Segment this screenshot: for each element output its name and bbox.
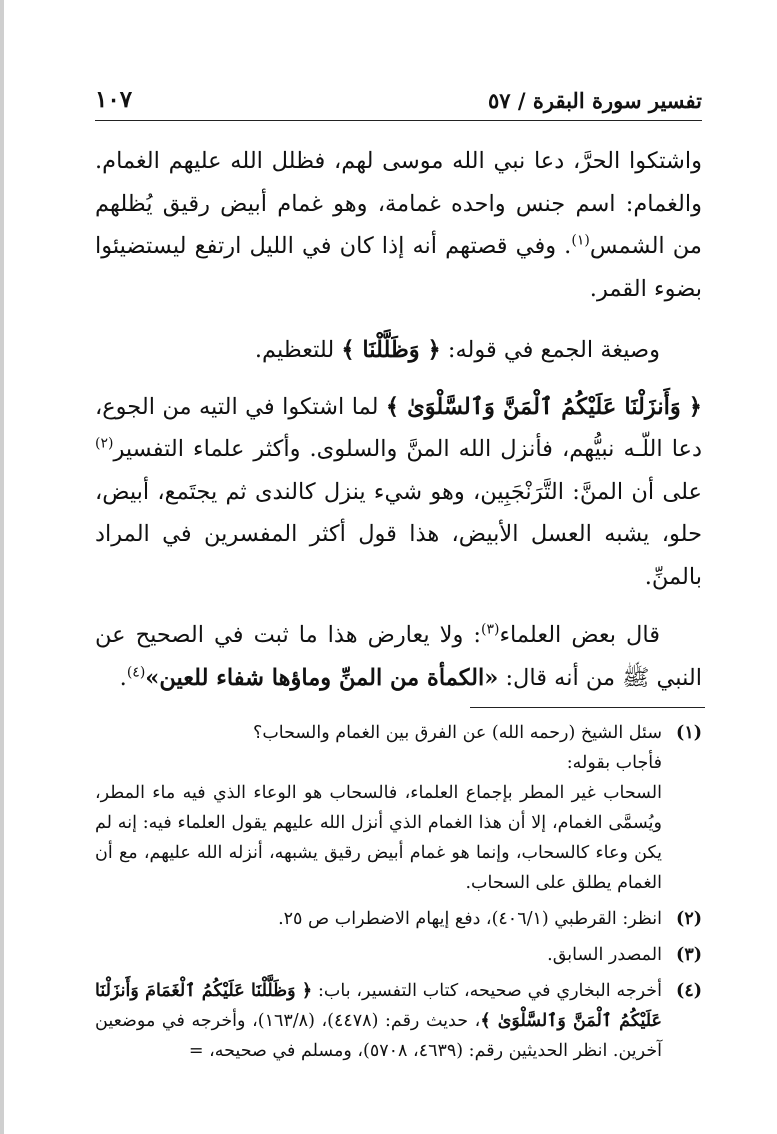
paragraph-2 bbox=[95, 329, 702, 372]
footnote-text: المصدر السابق. bbox=[547, 945, 662, 965]
paragraph-2-tail: للتعظيم. bbox=[254, 337, 335, 363]
main-text bbox=[95, 140, 702, 699]
running-title: تفسير سورة البقرة / ٥٧ bbox=[488, 88, 702, 113]
paragraph-3-tail: على أن المنَّ: التَّرَنْجَبِين، وهو شيء ينزل كالندى ثم يجتَمع، أبيض، حلو، يشبه العسل الأبيض، هذا قول أكثر المفسرين في المراد بالمنِّ. bbox=[95, 478, 702, 590]
quran-quote: ﴿ وَظَلَّلْنَا عَلَيْكُمُ ٱلْغَمَامَ وَأَنزَلْنَا عَلَيْكُمُ ٱلْمَنَّ وَٱلسَّلْوَىٰ ﴾ bbox=[95, 981, 663, 1031]
footnote-line: السحاب غير المطر بإجماع العلماء، فالسحاب هو الوعاء الذي فيه ماء المطر، ويُسمَّى الغمام، إلا أن هذا الغمام الذي أنزل الله عليهم يقول العلماء فيه: إنه لم يكن وعاء كالسحاب، وإنما هو غمام أبيض رقيق يشبهه، أنزله الله عليهم، مع أن الغمام يطلق على السحاب. bbox=[95, 783, 662, 893]
hadith-quote: «الكمأة من المنِّ وماؤها شفاء للعين» bbox=[145, 664, 499, 691]
footnotes bbox=[95, 718, 702, 1066]
paragraph-4 bbox=[95, 614, 702, 699]
footnote-number: (١) bbox=[676, 723, 702, 743]
paragraph-3 bbox=[95, 386, 702, 599]
paragraph-3-text: لما اشتكوا في التيه من الجوع، دعا اللّـه نبيُّهم، فأنزل الله المنَّ والسلوى. وأكثر علماء التفسير bbox=[95, 393, 702, 462]
footnote-ref-4: (٤) bbox=[126, 664, 146, 680]
paragraph-2-lead: وصيغة الجمع في قوله: bbox=[447, 337, 660, 363]
footnote-2 bbox=[95, 904, 702, 934]
footnote-ref-1: (١) bbox=[571, 232, 590, 249]
paragraph-4-end: . bbox=[119, 664, 127, 691]
footnote-4 bbox=[95, 976, 702, 1066]
footnote-ref-2: (٢) bbox=[95, 435, 114, 452]
page-header bbox=[95, 84, 702, 121]
footnote-number: (٤) bbox=[676, 981, 702, 1001]
footnote-divider bbox=[470, 707, 705, 708]
footnote-line: سئل الشيخ (رحمه الله) عن الفرق بين الغمام والسحاب؟ bbox=[253, 723, 662, 743]
paragraph-4-text: : ولا يعارض هذا ما ثبت في الصحيح عن النبي ﷺ من أنه قال: bbox=[95, 622, 702, 691]
footnote-1 bbox=[95, 718, 702, 898]
footnote-number: (٢) bbox=[676, 909, 702, 929]
paragraph-1 bbox=[95, 140, 702, 310]
page-gutter bbox=[0, 0, 4, 1134]
paragraph-4-lead: قال بعض العلماء bbox=[499, 622, 660, 648]
footnote-line: فأجاب بقوله: bbox=[566, 753, 662, 773]
paragraph-1-text: واشتكوا الحرَّ، دعا نبي الله موسى لهم، فظلل الله عليهم الغمام. والغمام: اسم جنس واحده غمامة، وهو غمام أبيض رقيق يُظلهم من الشمس bbox=[95, 148, 702, 259]
page-number: ١٠٧ bbox=[95, 86, 133, 113]
quran-quote: ﴿ وَظَلَّلْنَا ﴾ bbox=[341, 337, 441, 363]
footnote-text: أخرجه البخاري في صحيحه، كتاب التفسير، باب: bbox=[318, 981, 662, 1001]
footnote-text: انظر: القرطبي (٤٠٦/١)، دفع إيهام الاضطراب ص ٢٥. bbox=[278, 909, 662, 929]
footnote-number: (٣) bbox=[676, 945, 702, 965]
quran-quote: ﴿ وَأَنزَلْنَا عَلَيْكُمُ ٱلْمَنَّ وَٱلسَّلْوَىٰ ﴾ bbox=[385, 393, 702, 420]
footnote-3 bbox=[95, 940, 702, 970]
footnote-text: ، حديث رقم: (٤٤٧٨)، (١٦٣/٨)، وأخرجه في موضعين آخرين. انظر الحديثين رقم: (٤٦٣٩، ٥٧٠٨)، ومسلم في صحيحه، = bbox=[95, 1011, 662, 1061]
footnote-ref-3: (٣) bbox=[480, 621, 500, 638]
paragraph-1-tail: . وفي قصتهم أنه إذا كان في الليل ارتفع ليستضيئوا بضوء القمر. bbox=[95, 233, 702, 302]
